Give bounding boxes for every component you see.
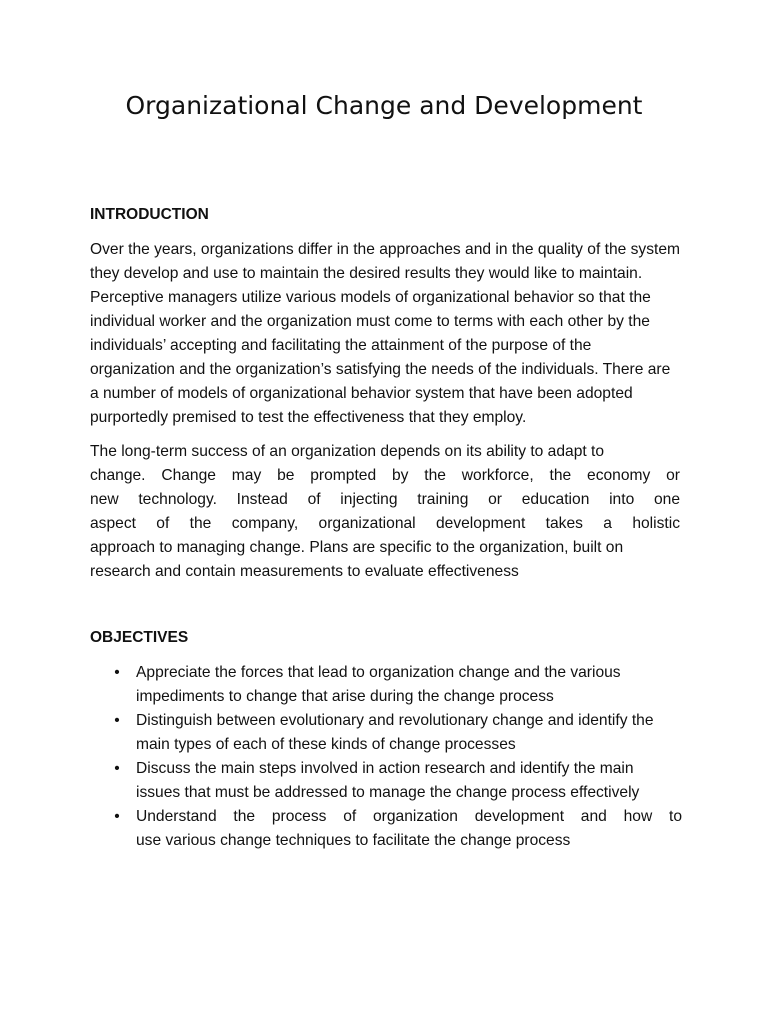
objective-line: Distinguish between evolutionary and revolutionary change and identify the xyxy=(136,712,654,729)
objective-item xyxy=(110,661,682,709)
objectives-list xyxy=(110,661,682,853)
objective-line: Understand the process of organization development and how to xyxy=(136,808,682,825)
objective-line: impediments to change that arise during the change process xyxy=(136,688,554,705)
introduction-paragraph-2 xyxy=(90,440,680,584)
introduction-paragraph-1: Over the years, organizations differ in the approaches and in the quality of the system they develop and use to maintain the desired results they would like to maintain. Perceptive managers utilize various models of organizational behavior so that the individual worker and the organization must come to terms with each other by the individuals’ accepting and facilitating the attainment of the purpose of the organization and the organization’s satisfying the needs of the individuals. There are a number of models of organizational behavior system that have been adopted purportedly premised to test the effectiveness that they employ. xyxy=(90,241,681,426)
document-title: Organizational Change and Development xyxy=(125,91,643,120)
objectives-heading: OBJECTIVES xyxy=(90,629,189,646)
objective-item xyxy=(110,709,682,757)
paragraph-line: change. Change may be prompted by the workforce, the economy or xyxy=(90,467,680,484)
objective-item xyxy=(110,805,682,853)
objective-item xyxy=(110,757,682,805)
bullet-icon: • xyxy=(114,808,120,825)
bullet-icon: • xyxy=(114,760,120,777)
bullet-icon: • xyxy=(114,712,120,729)
paragraph-line: aspect of the company, organizational development takes a holistic xyxy=(90,515,680,532)
objective-line: issues that must be addressed to manage the change process effectively xyxy=(136,784,640,801)
objective-line: Discuss the main steps involved in action research and identify the main xyxy=(136,760,634,777)
objective-line: use various change techniques to facilitate the change process xyxy=(136,832,571,849)
paragraph-line: approach to managing change. Plans are specific to the organization, built on xyxy=(90,539,624,556)
paragraph-line: The long-term success of an organization depends on its ability to adapt to xyxy=(90,443,605,460)
objective-line: Appreciate the forces that lead to organization change and the various xyxy=(136,664,621,681)
paragraph-line: research and contain measurements to evaluate effectiveness xyxy=(90,563,519,580)
bullet-icon: • xyxy=(114,664,120,681)
paragraph-line: new technology. Instead of injecting training or education into one xyxy=(90,491,680,508)
objective-line: main types of each of these kinds of change processes xyxy=(136,736,516,753)
introduction-heading: INTRODUCTION xyxy=(90,206,209,223)
